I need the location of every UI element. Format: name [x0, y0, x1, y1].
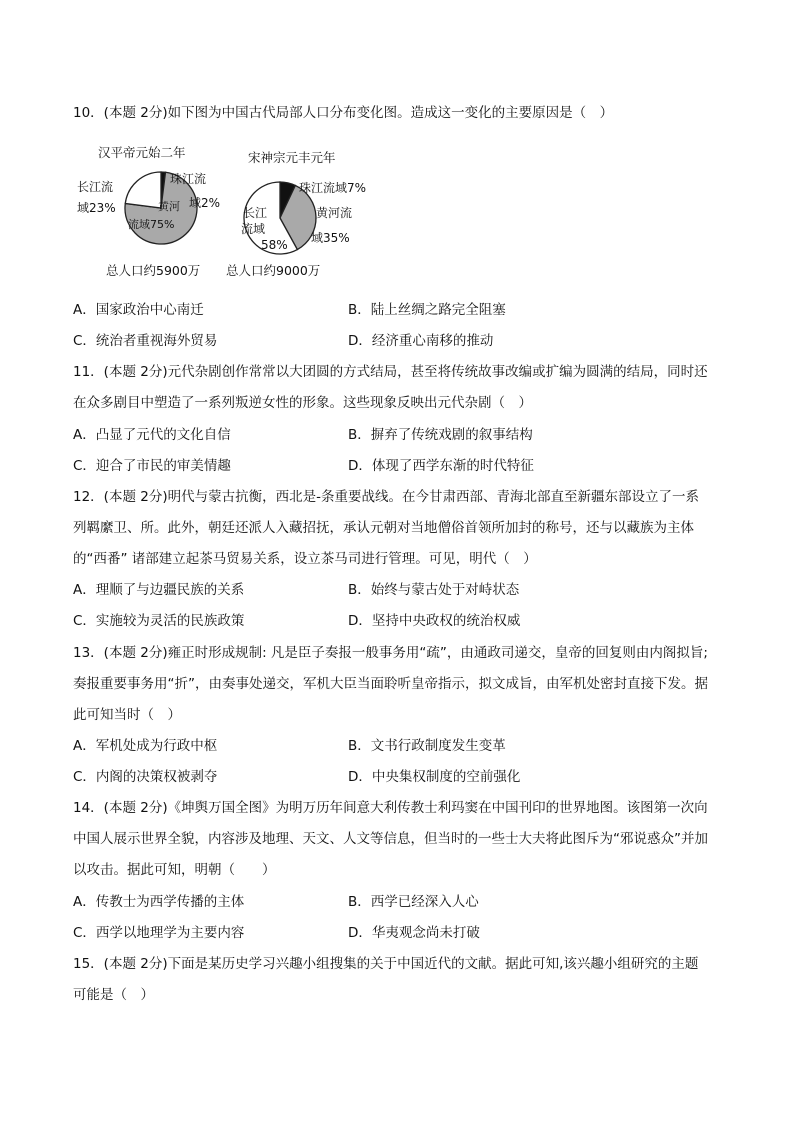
chart-right-title: 宋神宗元丰元年 — [248, 150, 336, 165]
q14-line-3: 以攻击。据此可知，明朝（ ） — [73, 862, 276, 878]
chart-left-yangtze-label-2: 域23% — [77, 201, 116, 215]
q13-option-b[interactable]: B．文书行政制度发生变革 — [348, 738, 506, 754]
q12-option-c[interactable]: C．实施较为灵活的民族政策 — [73, 613, 245, 629]
q11-option-b[interactable]: B．摒弃了传统戏剧的叙事结构 — [348, 427, 533, 443]
q11-option-a[interactable]: A．凸显了元代的文化自信 — [73, 427, 231, 443]
chart-left-yellow-label-1: 黄河 — [158, 200, 180, 213]
q14-option-a[interactable]: A．传教士为西学传播的主体 — [73, 894, 245, 910]
chart-right-yangtze-label-1: 长江 — [243, 206, 268, 220]
pie-left-slice-yangtze — [125, 172, 161, 208]
chart-right-yellow-label-2: 域35% — [311, 231, 350, 245]
q13-option-d[interactable]: D．中央集权制度的空前强化 — [348, 769, 521, 785]
chart-left-yellow-label-2: 流域75% — [128, 218, 175, 231]
chart-left-title: 汉平帝元始二年 — [98, 145, 186, 160]
q14-line-2: 中国人展示世界全貌，内容涉及地理、天文、人文等信息，但当时的一些士大夫将此图斥为“邪说惑众”并加 — [73, 831, 708, 847]
chart-left-yangtze-label-1: 长江流 — [77, 180, 114, 194]
q12-line-1: 12．(本题 2分)明代与蒙古抗衡，西北是-条重要战线。在今甘肃西部、青海北部直至新疆东部设立了一系 — [73, 489, 699, 505]
chart-right-pearl-label: 珠江流域7% — [299, 181, 367, 195]
q14-line-1: 14．(本题 2分)《坤舆万国全图》为明万历年间意大利传教士利玛窦在中国刊印的世界地图。该图第一次向 — [73, 800, 708, 816]
q14-option-d[interactable]: D．华夷观念尚未打破 — [348, 925, 480, 941]
q13-line-1: 13．(本题 2分)雍正时形成规制: 凡是臣子奏报一般事务用“疏”，由通政司递交，皇帝的回复则由内阁拟旨; — [73, 645, 708, 661]
chart-left-total: 总人口约5900万 — [106, 263, 201, 278]
q14-option-c[interactable]: C．西学以地理学为主要内容 — [73, 925, 245, 941]
q10-stem: 10．(本题 2分)如下图为中国古代局部人口分布变化图。造成这一变化的主要原因是（ ） — [73, 105, 614, 121]
q12-option-a[interactable]: A．理顺了与边疆民族的关系 — [73, 582, 245, 598]
chart-left-pearl-label-1: 珠江流 — [170, 172, 207, 186]
q12-option-b[interactable]: B．始终与蒙古处于对峙状态 — [348, 582, 520, 598]
q11-option-d[interactable]: D．体现了西学东渐的时代特征 — [348, 458, 534, 474]
chart-right-total: 总人口约9000万 — [226, 263, 321, 278]
q13-option-c[interactable]: C．内阁的决策权被剥夺 — [73, 769, 218, 785]
q13-line-3: 此可知当时（ ） — [73, 707, 181, 723]
q13-option-a[interactable]: A．军机处成为行政中枢 — [73, 738, 218, 754]
q15-line-1: 15．(本题 2分)下面是某历史学习兴趣小组搜集的关于中国近代的文献。据此可知,该兴趣小组研究的主题 — [73, 956, 699, 972]
q12-line-3: 的“西番” 诸部建立起茶马贸易关系，设立茶马司进行管理。可见，明代（ ） — [73, 551, 537, 567]
q13-line-2: 奏报重要事务用“折”，由奏事处递交，军机大臣当面聆听皇帝指示，拟文成旨，由军机处密封直接下发。据 — [73, 676, 708, 692]
chart-right-yellow-label-1: 黄河流 — [316, 206, 353, 220]
q11-line-2: 在众多剧目中塑造了一系列叛逆女性的形象。这些现象反映出元代杂剧（ ） — [73, 395, 532, 411]
q11-option-c[interactable]: C．迎合了市民的审美情趣 — [73, 458, 231, 474]
q10-option-c[interactable]: C．统治者重视海外贸易 — [73, 333, 218, 349]
chart-left-pearl-label-2: 域2% — [189, 196, 221, 210]
q14-option-b[interactable]: B．西学已经深入人心 — [348, 894, 479, 910]
q10-option-b[interactable]: B．陆上丝绸之路完全阻塞 — [348, 302, 506, 318]
q12-option-d[interactable]: D．坚持中央政权的统治权威 — [348, 613, 521, 629]
q11-line-1: 11．(本题 2分)元代杂剧创作常常以大团圆的方式结局，甚至将传统故事改编或扩编为圆满的结局，同时还 — [73, 364, 708, 380]
chart-right-yangtze-label-2: 流域 — [241, 222, 266, 236]
q10-option-d[interactable]: D．经济重心南移的推动 — [348, 333, 494, 349]
q15-line-2: 可能是（ ） — [73, 987, 154, 1003]
chart-right-yangtze-label-3: 58% — [261, 238, 288, 252]
q10-option-a[interactable]: A．国家政治中心南迁 — [73, 302, 204, 318]
q12-line-2: 列羁縻卫、所。此外，朝廷还派人入藏招抚，承认元朝对当地僧俗首领所加封的称号，还与以藏族为主体 — [73, 520, 694, 536]
